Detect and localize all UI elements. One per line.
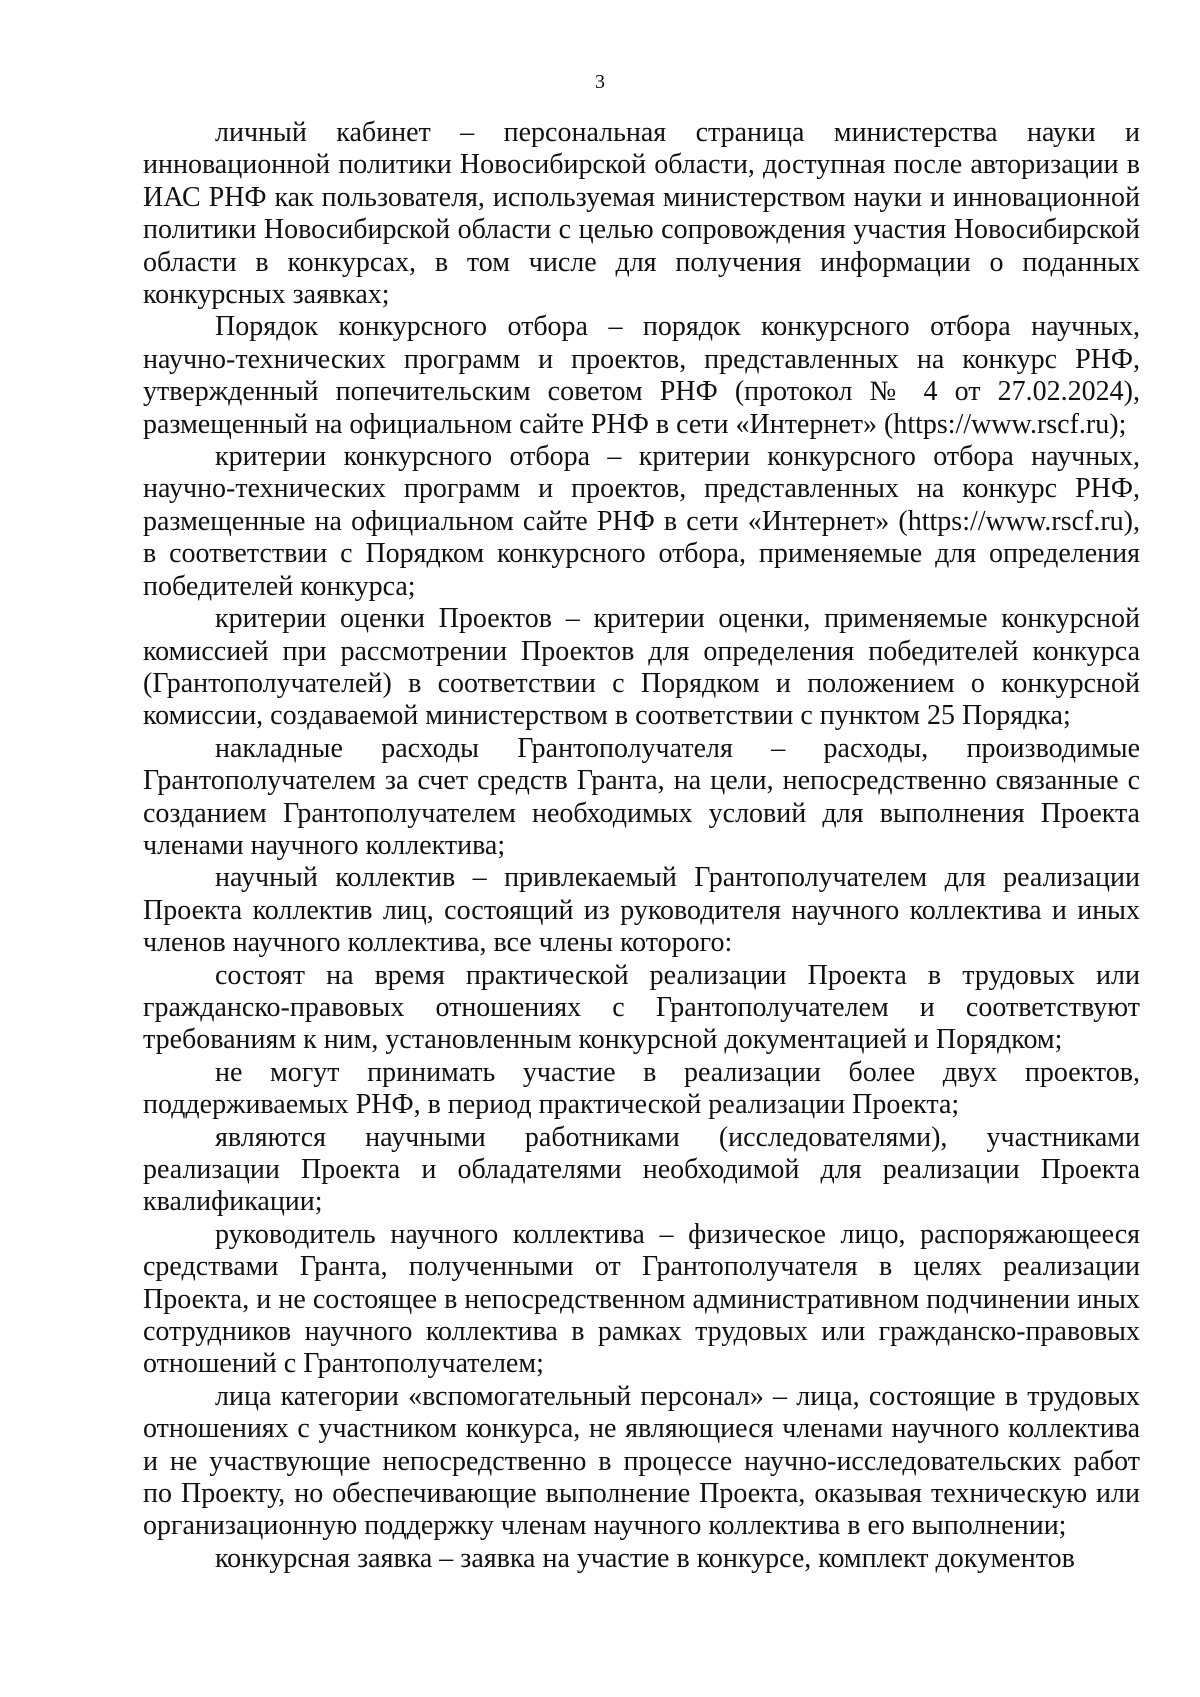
document-body	[143, 117, 1140, 1575]
paragraph-team-leader: руководитель научного коллектива – физическое лицо, распоряжающееся средствами Гранта, полученными от Грантополучателя в целях реализации Проекта, и не состоящее в непосредственном административном подчинении иных сотрудников научного коллектива в рамках трудовых или гражданско-правовых отношений с Грантополучателем;	[143, 1218, 1140, 1380]
paragraph-evaluation-criteria: критерии оценки Проектов – критерии оценки, применяемые конкурсной комиссией при рассмотрении Проектов для определения победителей конкурса (Грантополучателей) в соответствии с Порядком и положением о конкурсной комиссии, создаваемой министерством в соответствии с пунктом 25 Порядка;	[143, 603, 1140, 732]
paragraph-selection-procedure: Порядок конкурсного отбора – порядок конкурсного отбора научных, научно-технических программ и проектов, представленных на конкурс РНФ, утвержденный попечительским советом РНФ (протокол № 4 от 27.02.2024), размещенный на официальном сайте РНФ в сети «Интернет» (https://www.rscf.ru);	[143, 311, 1140, 440]
paragraph-selection-criteria: критерии конкурсного отбора – критерии конкурсного отбора научных, научно-технических программ и проектов, представленных на конкурс РНФ, размещенные на официальном сайте РНФ в сети «Интернет» (https://www.rscf.ru), в соответствии с Порядком конкурсного отбора, применяемые для определения победителей конкурса;	[143, 441, 1140, 602]
paragraph-application: конкурсная заявка – заявка на участие в конкурсе, комплект документов	[215, 1542, 1075, 1574]
paragraph-research-team: научный коллектив – привлекаемый Грантополучателем для реализации Проекта коллектив лиц, состоящий из руководителя научного коллектива и иных членов научного коллектива, все члены которого:	[143, 862, 1140, 959]
paragraph-overhead-costs: накладные расходы Грантополучателя – расходы, производимые Грантополучателем за счет средств Гранта, на цели, непосредственно связанные с созданием Грантополучателем необходимых условий для выполнения Проекта членами научного коллектива;	[143, 732, 1140, 861]
paragraph-support-staff: лица категории «вспомогательный персонал» – лица, состоящие в трудовых отношениях с участником конкурса, не являющиеся членами научного коллектива и не участвующие непосредственно в процессе научно-исследовательских работ по Проекту, но обеспечивающие выполнение Проекта, оказывая техническую или организационную поддержку членам научного коллектива в его выполнении;	[143, 1380, 1140, 1542]
paragraph-team-qualification: являются научными работниками (исследователями), участниками реализации Проекта и обладателями необходимой для реализации Проекта квалификации;	[143, 1121, 1140, 1218]
paragraph-team-employment: состоят на время практической реализации Проекта в трудовых или гражданско-правовых отношениях с Грантополучателем и соответствуют требованиям к ним, установленным конкурсной документацией и Порядком;	[143, 959, 1140, 1056]
page-number: 3	[595, 71, 605, 93]
paragraph-personal-account: личный кабинет – персональная страница министерства науки и инновационной политики Новосибирской области, доступная после авторизации в ИАС РНФ как пользователя, используемая министерством науки и инновационной политики Новосибирской области с целью сопровождения участия Новосибирской области в конкурсах, в том числе для получения информации о поданных конкурсных заявках;	[143, 117, 1140, 311]
paragraph-team-project-limit: не могут принимать участие в реализации более двух проектов, поддерживаемых РНФ, в период практической реализации Проекта;	[143, 1056, 1140, 1121]
